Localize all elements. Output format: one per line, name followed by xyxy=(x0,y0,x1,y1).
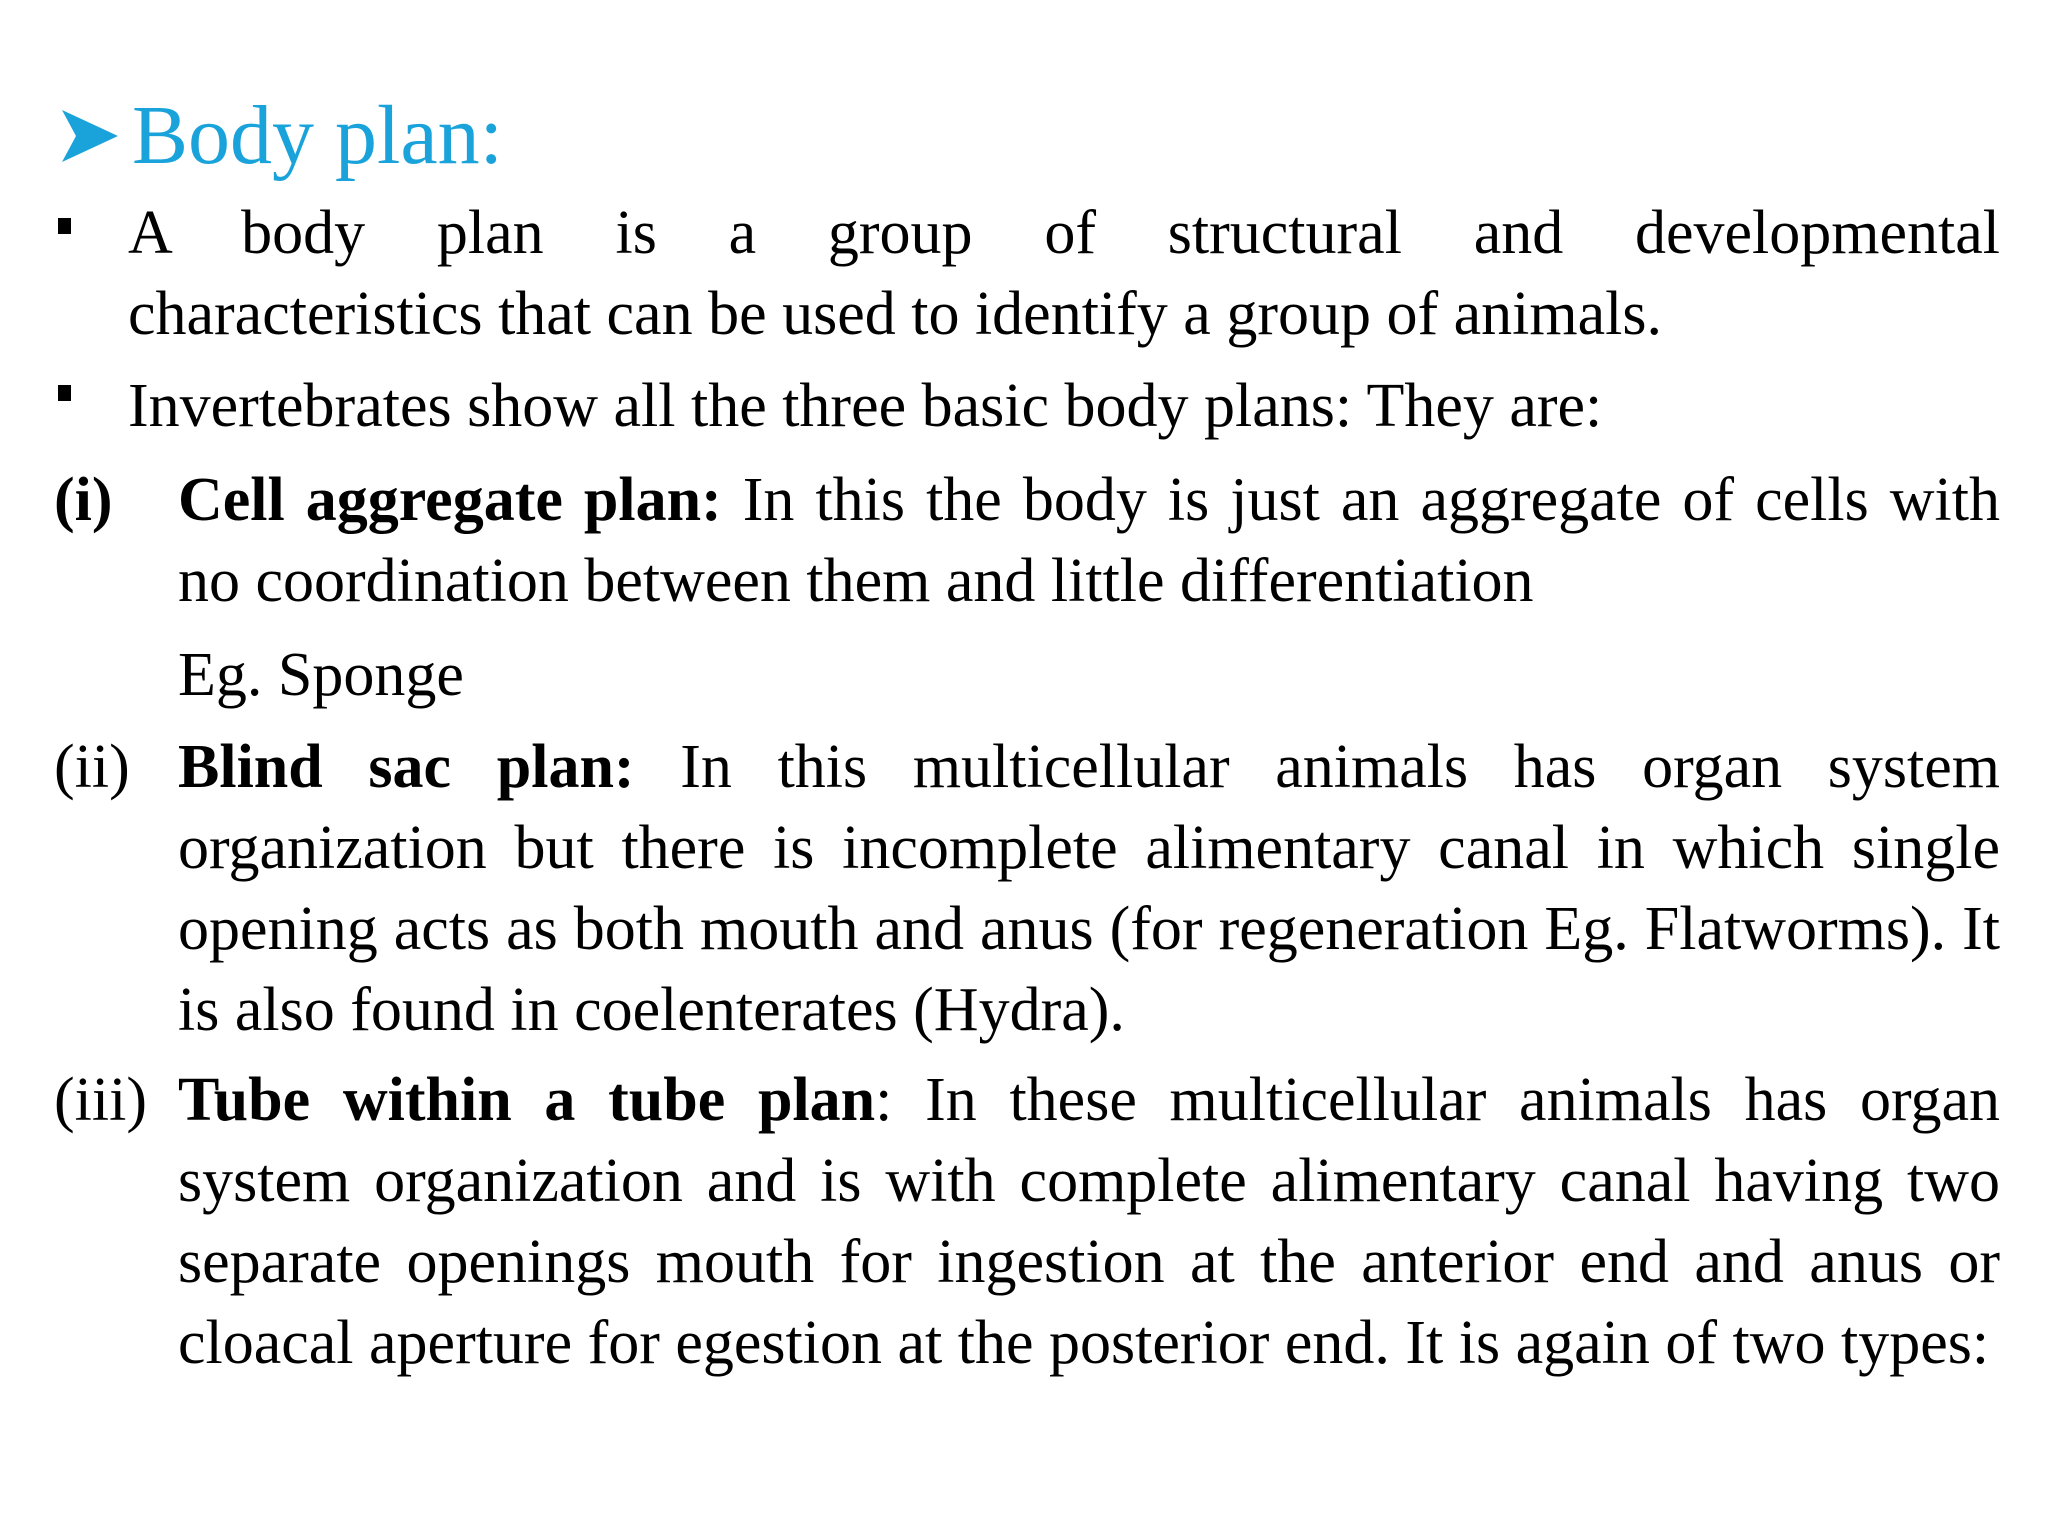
bullet-square-icon xyxy=(58,385,71,401)
plan-1-example: Eg. Sponge xyxy=(178,641,464,709)
plan-1-marker: (i) xyxy=(54,466,113,534)
arrow-right-icon xyxy=(58,104,122,168)
bullet-2-text: Invertebrates show all the three basic body plans: They are: xyxy=(128,372,1603,440)
plan-3-paragraph xyxy=(178,1060,2000,1384)
plan-2-body: In this multicellular animals has organ system organization but there is incomplete alimentary canal in which single opening acts as both mouth and anus (for regeneration Eg. Flatworms). It is also found in coelenterates (Hydra). xyxy=(178,733,2001,1044)
plan-2-heading: Blind sac plan: xyxy=(178,733,635,801)
bullet-1-line-1: A body plan is a group of structural and developmental xyxy=(128,199,2000,267)
page-title: Body plan: xyxy=(132,89,503,182)
title-row xyxy=(58,86,503,186)
plan-2-marker: (ii) xyxy=(54,733,130,801)
plan-3-body: : In these multicellular animals has organ system organization and is with complete alimentary canal having two separate openings mouth for ingestion at the anterior end and anus or cloacal aperture for egestion at the posterior end. It is again of two types: xyxy=(178,1066,2001,1377)
plan-1-heading: Cell aggregate plan: xyxy=(178,466,722,534)
bullet-1-line-2: characteristics that can be used to identify a group of animals. xyxy=(128,280,1662,348)
plan-1-body: In this the body is just an aggregate of cells with no coordination between them and little differentiation xyxy=(178,466,2000,615)
plan-1-paragraph xyxy=(178,460,2000,622)
plan-2-paragraph xyxy=(178,727,2000,1051)
plan-3-marker: (iii) xyxy=(54,1066,147,1134)
bullet-square-icon xyxy=(58,218,71,234)
plan-3-heading: Tube within a tube plan xyxy=(178,1066,876,1134)
